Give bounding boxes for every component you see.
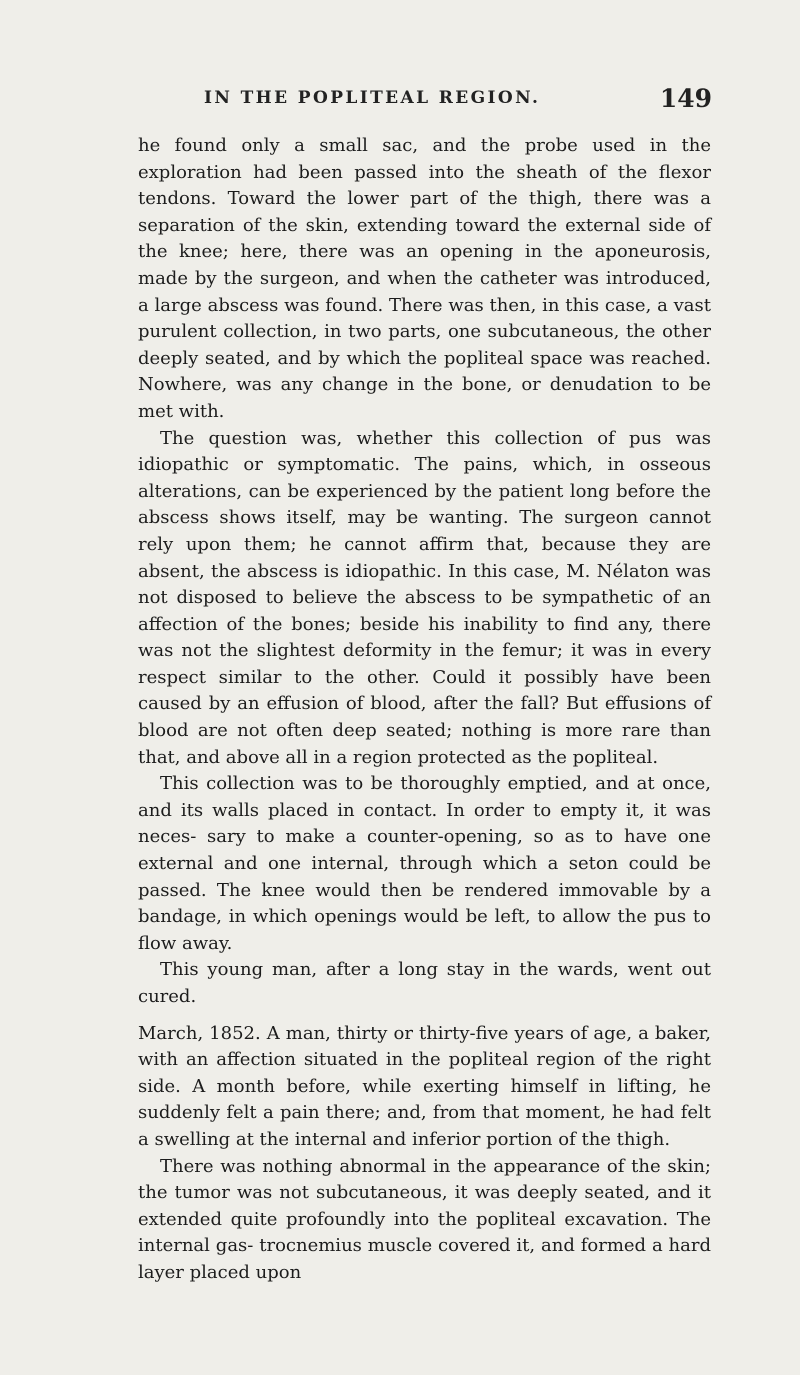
paragraph: This collection was to be thoroughly emptied, and at once, and its walls placed in contact. In order to empty it, it was neces- sary to make a counter-opening, so as to have one external and one internal, through which a seton could be passed. The knee would then be rendered immovable by a bandage, in which openings would be left, to allow the pus to flow away. [138, 773, 711, 954]
body-text [138, 133, 711, 1287]
case-paragraph: March, 1852. A man, thirty or thirty-five years of age, a baker, with an affection situated in the popliteal region of the right side. A month before, while exerting himself in lifting, he suddenly felt a pain there; and, from that moment, he had felt a swelling at the internal and inferior portion of the thigh. [138, 1022, 711, 1150]
paragraph-continued: he found only a small sac, and the probe used in the exploration had been passed into the sheath of the flexor tendons. Toward the lower part of the thigh, there was a separation of the skin, extending toward the external side of the knee; here, there was an opening in the aponeurosis, made by the surgeon, and when the catheter was introduced, a large abscess was found. There was then, in this case, a vast purulent collection, in two parts, one subcutaneous, the other deeply seated, and by which the popliteal space was reached. Nowhere, was any change in the bone, or denudation to be met with. [138, 135, 711, 422]
paragraph: This young man, after a long stay in the wards, went out cured. [138, 959, 711, 1007]
paragraph: There was nothing abnormal in the appearance of the skin; the tumor was not subcutaneous, it was deeply seated, and it extended quite profoundly into the popliteal excavation. The internal gas- trocnemius muscle covered it, and formed a hard layer placed upon [138, 1155, 711, 1283]
running-title: IN THE POPLITEAL REGION. [204, 88, 541, 108]
page-header [138, 86, 712, 118]
paragraph: The question was, whether this collection of pus was idiopathic or symptomatic. The pains, which, in osseous alterations, can be experienced by the patient long before the abscess shows itself, may be wanting. The surgeon cannot rely upon them; he cannot affirm that, because they are absent, the abscess is idiopathic. In this case, M. Nélaton was not disposed to believe the abscess to be sympathetic of an affection of the bones; beside his inability to find any, there was not the slightest deformity in the femur; it was in every respect similar to the other. Could it possibly have been caused by an effusion of blood, after the fall? But effusions of blood are not often deep seated; nothing is more rare than that, and above all in a region protected as the popliteal. [138, 427, 711, 768]
page-number: 149 [659, 84, 712, 113]
